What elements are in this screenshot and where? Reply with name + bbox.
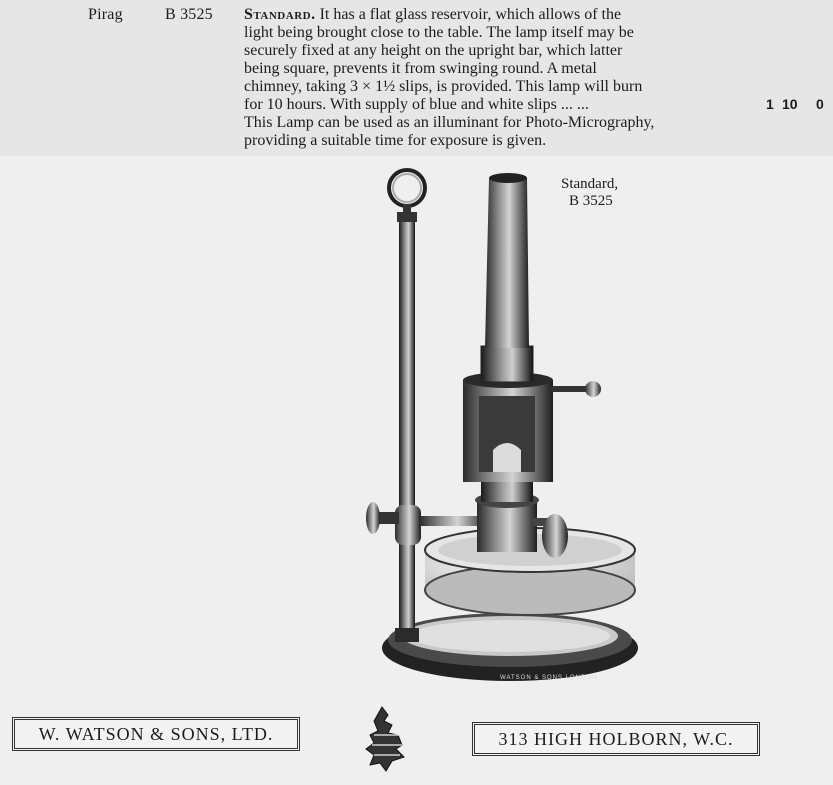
address-plate	[472, 722, 760, 756]
catalogue-number: B 3525	[165, 6, 213, 23]
caption-title: Standard,	[561, 176, 619, 192]
code-word: Pirag	[88, 6, 123, 23]
description-line-5: chimney, taking 3 × 1½ slips, is provided. This lamp will burn	[244, 78, 643, 95]
wick-knob-icon	[542, 514, 568, 558]
company-name-plate	[12, 717, 300, 751]
base-inscription: WATSON & SONS LONDON	[500, 675, 598, 681]
price-pence: 0	[816, 96, 824, 112]
description-line-3: securely fixed at any height on the upright bar, which latter	[244, 42, 623, 59]
company-address: 313 HIGH HOLBORN, W.C.	[498, 729, 734, 749]
caption-number: B 3525	[569, 193, 613, 209]
rod-clamp	[395, 505, 421, 545]
entry-description	[244, 6, 744, 150]
lamp-illustration	[355, 160, 645, 690]
description-line-8: providing a suitable time for exposure is given.	[244, 132, 547, 149]
description-line-2: light being brought close to the table. The lamp itself may be	[244, 24, 634, 41]
clamp-screw-icon	[366, 502, 380, 534]
ring-handle	[389, 170, 425, 206]
chimney	[485, 178, 529, 348]
entry-heading: Standard.	[244, 6, 316, 23]
description-line-4: being square, prevents it from swinging round. A metal	[244, 60, 597, 77]
description-line-6: for 10 hours. With supply of blue and white slips ... ...	[244, 96, 589, 113]
side-knob-icon	[585, 381, 601, 397]
description-line-7: This Lamp can be used as an illuminant for Photo-Micrography,	[244, 114, 655, 131]
flame-window	[493, 443, 521, 472]
trademark-logo	[362, 705, 412, 775]
price-shillings: 10	[782, 96, 798, 112]
price-pounds: 1	[766, 96, 774, 112]
upright-rod	[399, 220, 415, 640]
company-name: W. WATSON & SONS, LTD.	[38, 724, 274, 744]
description-line-1: It has a flat glass reservoir, which allows of the	[319, 6, 622, 23]
chimney-collar	[481, 346, 533, 382]
